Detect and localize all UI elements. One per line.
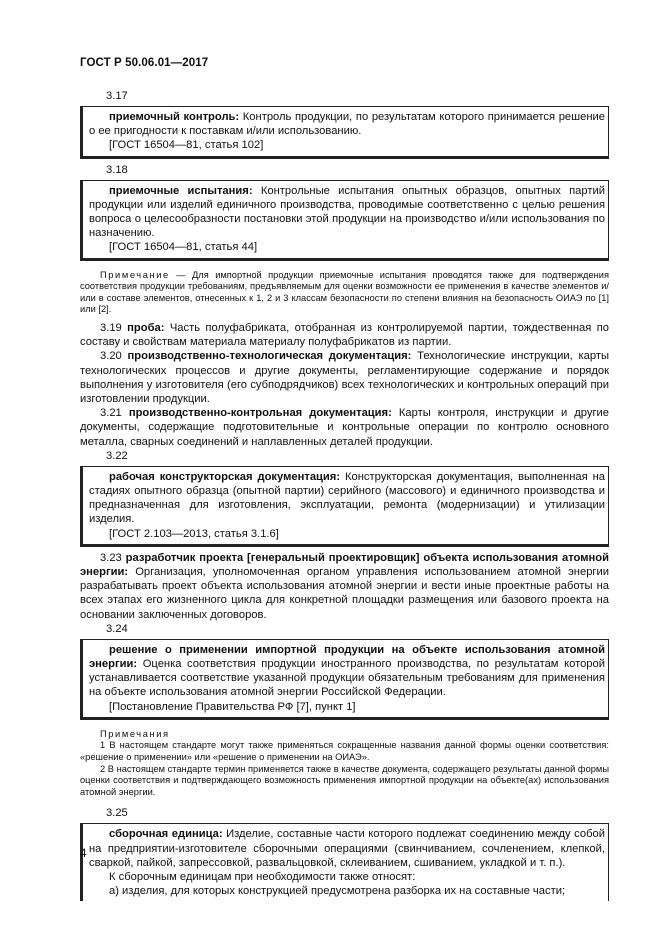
- page-number: 4: [80, 848, 87, 860]
- definition-text-3-18: Контрольные испытания опытных образцов, опытных партий продукции или изделий единичного производства, проводимые соответственно с целью решения вопроса о целесообразности постановки этой продукции на производство и/или использования по назначению.: [89, 184, 605, 240]
- term-3-18: приемочные испытания:: [109, 184, 253, 197]
- entry-number-3-17: 3.17: [106, 90, 128, 102]
- term-3-17: приемочный контроль:: [109, 111, 240, 123]
- term-3-24: решение о применении импортной продукции на объекте использования атомной энергии:: [89, 643, 605, 671]
- note-2-3-24: 2 В настоящем стандарте термин применяется также в качестве документа, содержащего результаты данной формы оценки соответствия и подтверждающего возможность применения импортной продукции на объекте(ах) использования атомной энергии.: [80, 763, 609, 797]
- source-ref-3-22: [ГОСТ 2.103—2013, статья 3.1.6]: [109, 527, 279, 540]
- definition-3-20: [80, 349, 609, 406]
- notes-heading: Примечания: [100, 728, 170, 739]
- entry-number-3-24: 3.24: [106, 622, 128, 635]
- definition-3-25-line3: а) изделия, для которых конструкцией предусмотрена разборка их на составные части;: [109, 885, 566, 898]
- source-ref-3-17: [ГОСТ 16504—81, статья 102]: [109, 139, 264, 152]
- definition-text-3-21: Карты контроля, инструкции и другие документы, содержащие подготовительные и контрольные операции по контролю основного металла, сварных соединений и наплавленных деталей продукции.: [80, 407, 610, 448]
- term-3-25: сборочная единица:: [109, 828, 223, 841]
- definition-3-21: [80, 406, 609, 449]
- definition-text-3-19: Часть полуфабриката, отобранная из контролируемой партии, тождественная по составу и свойствам материала материалу полуфабрикатов из партии.: [80, 322, 609, 349]
- term-3-20: производственно-технологическая документация:: [127, 350, 412, 363]
- definition-text-3-22: Конструкторская документация, выполненная на стадиях опытного образца (опытной партии) серийного (массового) и единичного производства и предназначенная для изготовления, эксплуатации, ремонта (модернизации) и утилизации изделия.: [89, 470, 605, 526]
- entry-number-3-22: 3.22: [106, 449, 128, 462]
- note-label-3-18: Примечание: [100, 269, 170, 280]
- term-3-19: проба:: [127, 322, 165, 334]
- definition-3-19: [80, 321, 609, 349]
- page-content: [80, 89, 609, 905]
- entry-number-3-20: 3.20: [100, 350, 128, 363]
- definition-3-25-line2: К сборочным единицам при необходимости также относят:: [109, 871, 416, 884]
- entry-number-3-25: 3.25: [106, 807, 128, 820]
- notes-label-3-24: [80, 729, 609, 741]
- definition-text-3-20: Технологические инструкции, карты технологических процессов и другие документы, регламентирующие содержание и порядок выполнения у изготовителя (его субподрядчиков) всех технологических и контрольных операций при изготовлении продукции.: [80, 350, 610, 406]
- source-ref-3-18: [ГОСТ 16504—81, статья 44]: [109, 241, 258, 254]
- definition-3-23: [80, 551, 609, 622]
- entry-number-3-21: 3.21: [100, 407, 129, 420]
- definition-box-3-25: [80, 823, 609, 901]
- entry-number-3-18: 3.18: [106, 163, 128, 176]
- term-3-21: производственно-контрольная документация:: [128, 407, 392, 420]
- definition-3-24: [89, 643, 605, 700]
- document-header: ГОСТ Р 50.06.01—2017: [80, 57, 209, 69]
- entry-number-3-23: 3.23: [100, 551, 126, 564]
- definition-box-3-24: [80, 639, 609, 720]
- note-3-18: [80, 270, 609, 316]
- definition-text-3-25: Изделие, составные части которого подлежат соединению между собой на предприятии-изготовителе сборочными операциями (свинчиванием, сочленением, клепкой, сваркой, пайкой, запрессовкой, развальцовкой, склеиванием, сшиванием, укладкой и т. п.).: [89, 828, 605, 869]
- term-3-22: рабочая конструкторская документация:: [109, 470, 341, 483]
- entry-number-3-19: 3.19: [100, 322, 128, 334]
- definition-3-17: [89, 110, 605, 138]
- definition-3-22: [89, 470, 605, 527]
- definition-box-3-17: [80, 106, 609, 159]
- definition-text-3-23: Организация, уполномоченная органом управления использованием атомной энергии разрабатывать проект объекта использования атомной энергии и вести иные проектные работы на всех этапах его жизненного цикла для конкретной площадки размещения или базового проекта на основании заключенных договоров.: [80, 566, 609, 621]
- term-3-23: разработчик проекта [генеральный проектировщик] объекта использования атомной энергии:: [80, 551, 609, 579]
- definition-text-3-24: Оценка соответствия продукции иностранного производства, по результатам которой устанавливается соответствие указанной продукции обязательным требованиям для применения на объекте использования атомной энергии Российской Федерации.: [89, 658, 605, 699]
- source-ref-3-24: [Постановление Правительства РФ [7], пункт 1]: [109, 700, 356, 713]
- definition-3-25: [89, 827, 605, 870]
- note-text-3-18: — Для импортной продукции приемочные испытания проводятся также для подтверждения соответствия продукции требованиям, предъявляемым для оценки возможности ее применения в качестве элементов и/или в составе элементов, отнесенных к 1, 2 и 3 классам безопасности по степени влияния на безопасность ОИАЭ по [1] или [2].: [80, 269, 609, 315]
- definition-box-3-22: [80, 466, 609, 547]
- definition-3-18: [89, 184, 605, 241]
- definition-box-3-18: [80, 180, 609, 261]
- definition-text-3-17: Контроль продукции, по результатам которого принимается решение о ее пригодности к поставкам и/или использованию.: [89, 111, 605, 138]
- note-1-3-24: 1 В настоящем стандарте могут также применяться сокращенные названия данной формы оценки соответствия: «решение о применении» или «решение о применении на ОИАЭ».: [80, 740, 609, 763]
